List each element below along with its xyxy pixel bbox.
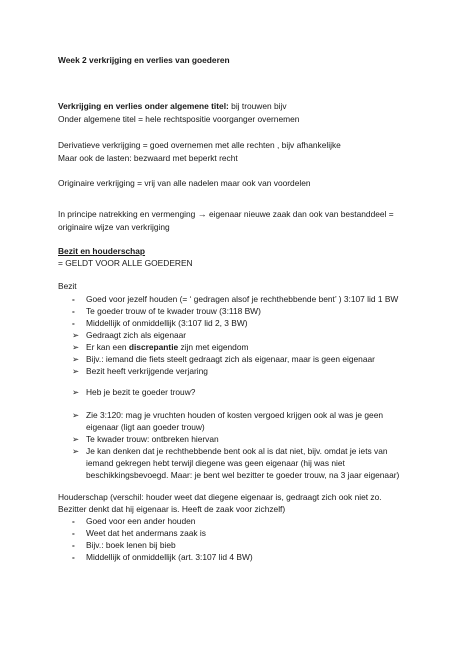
dash-bullet: -	[72, 306, 75, 316]
list-item: Gedraagt zich als eigenaar	[86, 330, 187, 340]
text-span: bij trouwen bijv	[228, 101, 287, 111]
list-item-continuation: beschikkingsbevoegd. Maar: je bent wel bezitter te goeder trouw, na 3 jaar eigenaar)	[86, 470, 400, 480]
text-span: In principe natrekking en vermenging	[58, 209, 198, 219]
arrow-bullet-icon: ➢	[72, 387, 80, 397]
paragraph-line: Houderschap (verschil: houder weet dat diegene eigenaar is, gedraagt zich ook niet zo.	[58, 492, 382, 502]
arrow-bullet-icon: ➢	[72, 434, 80, 444]
text-span: Er kan een	[86, 342, 129, 352]
bold-term: discrepantie	[128, 342, 179, 352]
list-item: Zie 3:120: mag je vruchten houden of kosten vergoed krijgen ook al was je geen	[86, 410, 384, 420]
dash-bullet: -	[72, 318, 75, 328]
paragraph-line: Onder algemene titel = hele rechtspositie voorganger overnemen	[58, 114, 300, 124]
arrow-bullet-icon: ➢	[72, 330, 80, 340]
dash-bullet: -	[72, 294, 75, 304]
paragraph-line: Derivatieve verkrijging = goed overnemen met alle rechten , bijv afhankelijke	[58, 140, 341, 150]
arrow-bullet-icon: ➢	[72, 446, 80, 456]
list-item: Middellijk of onmiddellijk (3:107 lid 2, 3 BW)	[86, 318, 248, 328]
text-span: zijn met eigendom	[178, 342, 249, 352]
list-item: Heb je bezit te goeder trouw?	[86, 387, 196, 397]
list-item: Goed voor een ander houden	[86, 516, 196, 526]
dash-bullet: -	[72, 552, 75, 562]
list-item-continuation: iemand gekregen hebt terwijl diegene was geen eigenaar (hij was niet	[86, 458, 345, 468]
list-item: Bijv.: iemand die fiets steelt gedraagt zich als eigenaar, maar is geen eigenaar	[86, 354, 375, 364]
bezit-label: Bezit	[58, 281, 77, 291]
document-title: Week 2 verkrijging en verlies van goederen	[58, 55, 230, 65]
paragraph-line	[58, 209, 394, 220]
arrow-bullet-icon: ➢	[72, 354, 80, 364]
dash-bullet: -	[72, 528, 75, 538]
right-arrow-icon: →	[197, 209, 207, 219]
paragraph-line	[58, 101, 287, 112]
list-item: Goed voor jezelf houden (= ‘ gedragen alsof je rechthebbende bent’ ) 3:107 lid 1 BW	[86, 294, 399, 304]
text-span: eigenaar nieuwe zaak dan ook van bestanddeel =	[206, 209, 394, 219]
arrow-bullet-icon: ➢	[72, 410, 80, 420]
arrow-bullet-icon: ➢	[72, 342, 80, 352]
list-item	[86, 342, 248, 353]
list-item: Te kwader trouw: ontbreken hiervan	[86, 434, 219, 444]
paragraph-line: Originaire verkrijging = vrij van alle nadelen maar ook van voordelen	[58, 178, 311, 188]
list-item: Bijv.: boek lenen bij bieb	[86, 540, 176, 550]
list-item: Te goeder trouw of te kwader trouw (3:118 BW)	[86, 306, 261, 316]
list-item: Weet dat het andermans zaak is	[86, 528, 206, 538]
arrow-bullet-icon: ➢	[72, 366, 80, 376]
section-subheading: = GELDT VOOR ALLE GOEDEREN	[58, 258, 193, 268]
list-item: Je kan denken dat je rechthebbende bent ook al is dat niet, bijv. omdat je iets van	[86, 446, 388, 456]
list-item-continuation: eigenaar (ligt aan goeder trouw)	[86, 422, 205, 432]
paragraph-line: Maar ook de lasten: bezwaard met beperkt recht	[58, 153, 238, 163]
section-heading: Bezit en houderschap	[58, 246, 146, 256]
list-item: Bezit heeft verkrijgende verjaring	[86, 366, 208, 376]
bold-term: Verkrijging en verlies onder algemene titel:	[58, 101, 229, 111]
list-item: Middellijk of onmiddellijk (art. 3:107 lid 4 BW)	[86, 552, 253, 562]
paragraph-line: originaire wijze van verkrijging	[58, 222, 170, 232]
paragraph-line: Bezitter denkt dat hij eigenaar is. Heeft de zaak voor zichzelf)	[58, 504, 286, 514]
dash-bullet: -	[72, 516, 75, 526]
dash-bullet: -	[72, 540, 75, 550]
